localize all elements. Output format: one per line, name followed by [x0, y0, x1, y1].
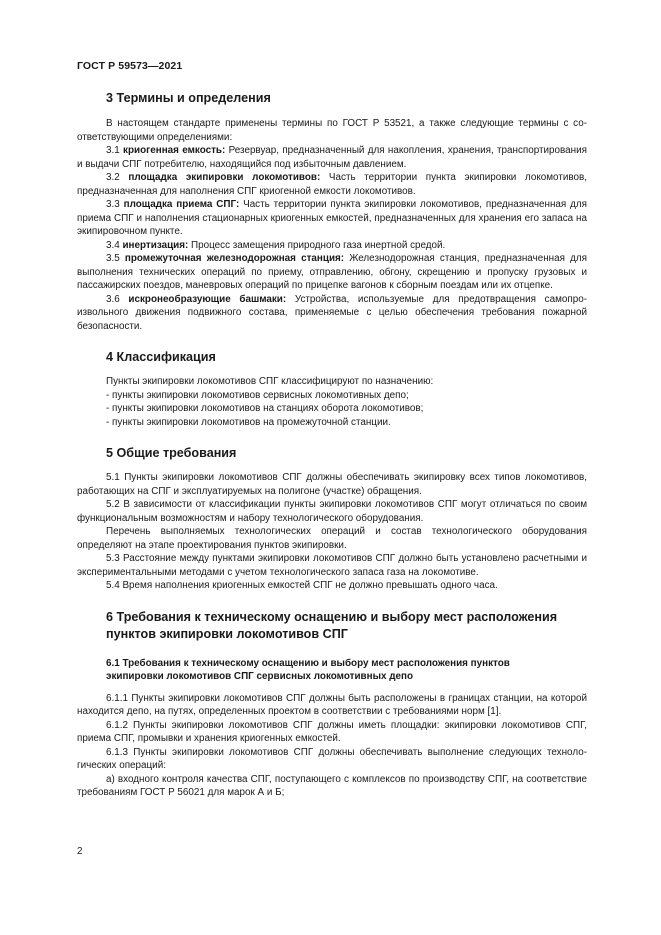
- term-text: Устройства, используемые для предотвращения самопроизвольного движения подвижного состава, применяемые с целью обеспечения требования пожарной безопасности.: [77, 293, 587, 332]
- clause-6-1-2: 6.1.2 Пункты экипировки локомотивов СПГ должны иметь площадки: экипировки локомотивов СПГ, приема СПГ, промывки и хранения криогенных емкостей.: [77, 719, 587, 744]
- term-label: промежуточная железнодорожная станция:: [124, 253, 345, 264]
- section-6-title-line2: пунктов экипировки локомотивов СПГ: [106, 626, 348, 641]
- term-definition: [77, 293, 587, 334]
- term-number: 3.4: [106, 239, 123, 251]
- clause-6-1-3-a: а) входного контроля качества СПГ, поступающего с комплексов по производству СПГ, на соответствие требованиям ГОСТ Р 56021 для марок А и Б;: [77, 773, 587, 798]
- document-code: ГОСТ Р 59573—2021: [77, 60, 183, 72]
- page-content: [77, 90, 587, 800]
- section-5-title: 5 Общие требования: [106, 446, 237, 460]
- term-number: 3.5: [106, 253, 125, 264]
- classification-item: - пункты экипировки локомотивов на промежуточной станции.: [106, 416, 391, 428]
- clause-5-2: 5.2 В зависимости от классификации пункты экипировки локомотивов СПГ могут отличаться по своим функциональным возможностям и набору технологического оборудования.: [77, 499, 587, 524]
- clause-5-2-continued: Перечень выполняемых технологических операций и состав технологического оборудования определяют на этапе проектирования пунктов экипировки.: [77, 526, 587, 551]
- section-3-intro: В настоящем стандарте применены термины по ГОСТ Р 53521, а также следующие термины с соответствующими определениями:: [77, 118, 587, 143]
- term-text: Процесс замещения природного газа инертной средой.: [188, 239, 446, 251]
- term-label: искронеобразующие башмаки:: [128, 293, 287, 305]
- terms-list: [77, 144, 587, 333]
- term-text: Железнодорожная станция, предназначенная для выполнения технических операций по приему, отправлению, обгону, скрещению и пропуску грузовых и пассажирских поездов, маневровых операций по прицепке вагонов к сборным поездам или их отцепке.: [77, 253, 588, 291]
- classification-item: - пункты экипировки локомотивов на станциях оборота локомотивов;: [106, 403, 424, 414]
- term-number: 3.2: [106, 172, 129, 183]
- section-6-title: [77, 609, 587, 643]
- section-4-intro: Пункты экипировки локомотивов СПГ классифицируют по назначению:: [106, 376, 434, 387]
- subsection-6-1-title-line1: 6.1 Требования к техническому оснащению и выбору мест расположения пунктов: [106, 657, 510, 669]
- clause-5-1: 5.1 Пункты экипировки локомотивов СПГ должны обеспечивать экипировку всех типов локомотивов, работающих на СПГ и эксплуатируемых на полигоне (участке) обращения.: [77, 472, 587, 497]
- term-definition: [77, 239, 587, 253]
- term-definition: [77, 198, 587, 239]
- clause-6-1-3: 6.1.3 Пункты экипировки локомотивов СПГ должны обеспечивать выполнение следующих технологических операций:: [77, 746, 587, 771]
- term-number: 3.3: [106, 199, 124, 210]
- section-4-title: 4 Классификация: [106, 350, 216, 364]
- page-number: 2: [77, 846, 83, 857]
- term-definition: [77, 252, 587, 293]
- clause-5-3: 5.3 Расстояние между пунктами экипировки локомотивов СПГ должно быть установлено расчетными и экспериментальными методами с учетом технологического запаса газа на локомотиве.: [77, 553, 587, 578]
- classification-item: - пункты экипировки локомотивов сервисных локомотивных депо;: [106, 389, 409, 401]
- term-definition: [77, 171, 587, 198]
- clause-5-4: 5.4 Время наполнения криогенных емкостей СПГ не должно превышать одного часа.: [106, 580, 498, 591]
- term-definition: [77, 144, 587, 171]
- term-number: 3.6: [106, 293, 129, 305]
- term-text: Часть территории пункта экипировки локомотивов, предназначенная для приема СПГ и наполнения стационарных криогенных емкостей, предназначенных для хранения его запаса на экипировочном пункте.: [77, 199, 587, 237]
- section-6-title-line1: 6 Требования к техническому оснащению и выбору мест расположения: [106, 609, 558, 624]
- term-text: Часть территории пункта экипировки локомотивов, предназначенная для наполнения СПГ криогенной емкости локомотивов.: [77, 172, 587, 197]
- term-text: Резервуар, предназначенный для накопления, хранения, транспортирования и выдачи СПГ потребителю, находящийся под избыточным давлением.: [77, 145, 587, 170]
- subsection-6-1-title: [77, 657, 587, 684]
- term-label: площадка экипировки локомотивов:: [128, 172, 321, 183]
- subsection-6-1-title-line2: экипировки локомотивов СПГ сервисных локомотивных депо: [106, 671, 414, 682]
- term-label: площадка приема СПГ:: [123, 199, 240, 210]
- section-3-title: 3 Термины и определения: [106, 91, 271, 105]
- term-label: криогенная емкость:: [123, 145, 226, 156]
- clause-6-1-1: 6.1.1 Пункты экипировки локомотивов СПГ должны быть расположены в границах станции, на которой находится депо, на путях, определенных проектом в соответствии с требованиями норм [1].: [77, 692, 587, 717]
- term-label: инертизация:: [122, 239, 189, 251]
- term-number: 3.1: [106, 145, 124, 156]
